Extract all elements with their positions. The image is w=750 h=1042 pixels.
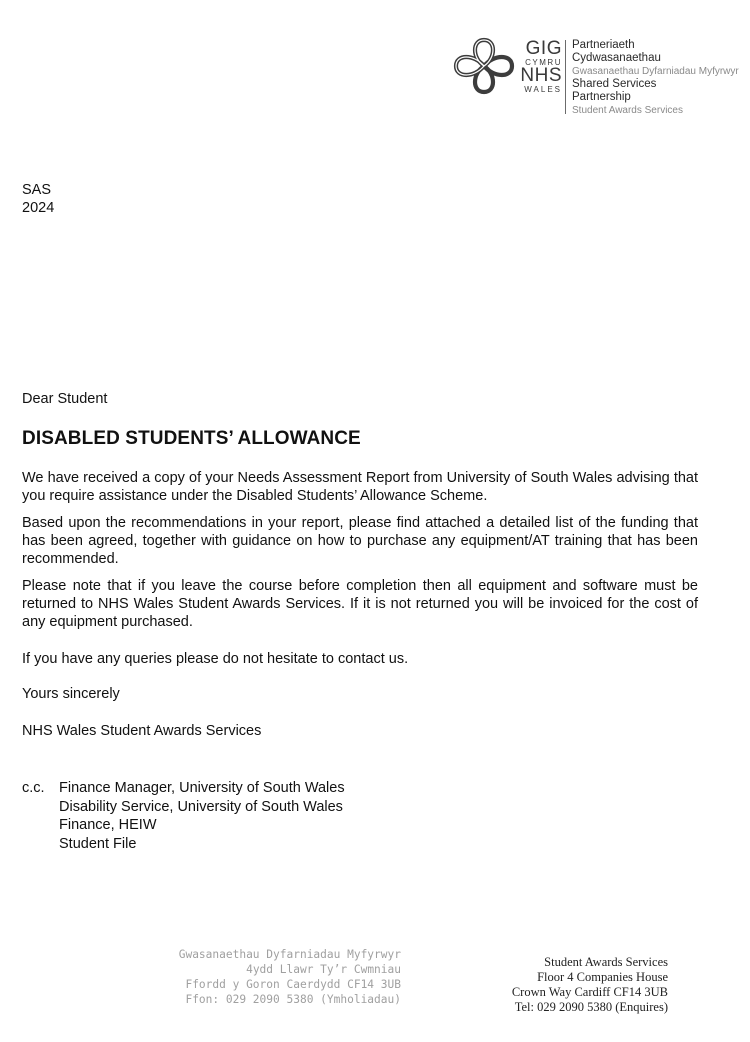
reference-block bbox=[22, 181, 54, 217]
reference-code: SAS bbox=[22, 182, 52, 198]
organisation-name-block bbox=[572, 39, 750, 117]
logo-wales: WALES bbox=[524, 85, 562, 94]
gig-cymru-nhs-wales-wordmark bbox=[518, 40, 562, 94]
footer-line: 4ydd Llawr Ty’r Cwmniau bbox=[246, 963, 401, 976]
paragraph: If you have any queries please do not hesitate to contact us. bbox=[22, 651, 409, 667]
logo-nhs: NHS bbox=[520, 65, 562, 86]
org-line: Partnership bbox=[572, 91, 631, 103]
footer-line: Gwasanaethau Dyfarniadau Myfyrwyr bbox=[178, 948, 401, 961]
closing: Yours sincerely bbox=[22, 686, 120, 702]
footer-line: Floor 4 Companies House bbox=[537, 970, 668, 984]
footer-line: Tel: 029 2090 5380 (Enquires) bbox=[514, 1000, 668, 1014]
org-line: Student Awards Services bbox=[572, 105, 683, 116]
cc-recipient: Finance Manager, University of South Wales bbox=[59, 780, 345, 796]
footer-line: Crown Way Cardiff CF14 3UB bbox=[511, 985, 668, 999]
org-line: Cydwasanaethau bbox=[572, 52, 661, 64]
letter-heading: DISABLED STUDENTS’ ALLOWANCE bbox=[22, 428, 361, 449]
footer-address-english bbox=[512, 955, 668, 1015]
footer-address-welsh bbox=[179, 947, 401, 1007]
footer-line: Student Awards Services bbox=[544, 955, 668, 969]
paragraph: Based upon the recommendations in your report, please find attached a detailed list of the funding that has been agreed, together with guidance on how to purchase any equipment/AT training that has been recommended. bbox=[22, 515, 698, 567]
signature: NHS Wales Student Awards Services bbox=[22, 723, 262, 739]
footer-line: Ffon: 029 2090 5380 (Ymholiadau) bbox=[185, 993, 401, 1006]
org-line: Shared Services bbox=[572, 78, 657, 90]
logo-gig: GIG bbox=[525, 38, 562, 59]
paragraph: Please note that if you leave the course before completion then all equipment and software must be returned to NHS Wales Student Awards Services. If it is not returned you will be invoiced for the cost of any equipment purchased. bbox=[22, 578, 698, 630]
cc-recipient: Finance, HEIW bbox=[59, 817, 157, 833]
paragraph: We have received a copy of your Needs Assessment Report from University of South Wales advising that you require assistance under the Disabled Students’ Allowance Scheme. bbox=[22, 470, 698, 504]
cc-list bbox=[59, 779, 345, 853]
logo-cymru: CYMRU bbox=[525, 58, 562, 67]
footer-line: Ffordd y Goron Caerdydd CF14 3UB bbox=[185, 978, 401, 991]
logo-divider bbox=[565, 40, 566, 114]
reference-year: 2024 bbox=[22, 200, 55, 216]
nhs-wales-knot-logo-icon bbox=[452, 36, 516, 96]
cc-recipient: Disability Service, University of South Wales bbox=[59, 798, 343, 815]
cc-recipient: Student File bbox=[59, 835, 137, 852]
cc-label: c.c. bbox=[22, 780, 45, 796]
org-line: Partneriaeth bbox=[572, 39, 635, 51]
salutation: Dear Student bbox=[22, 391, 108, 407]
org-line: Gwasanaethau Dyfarniadau Myfyrwyr bbox=[572, 66, 739, 77]
